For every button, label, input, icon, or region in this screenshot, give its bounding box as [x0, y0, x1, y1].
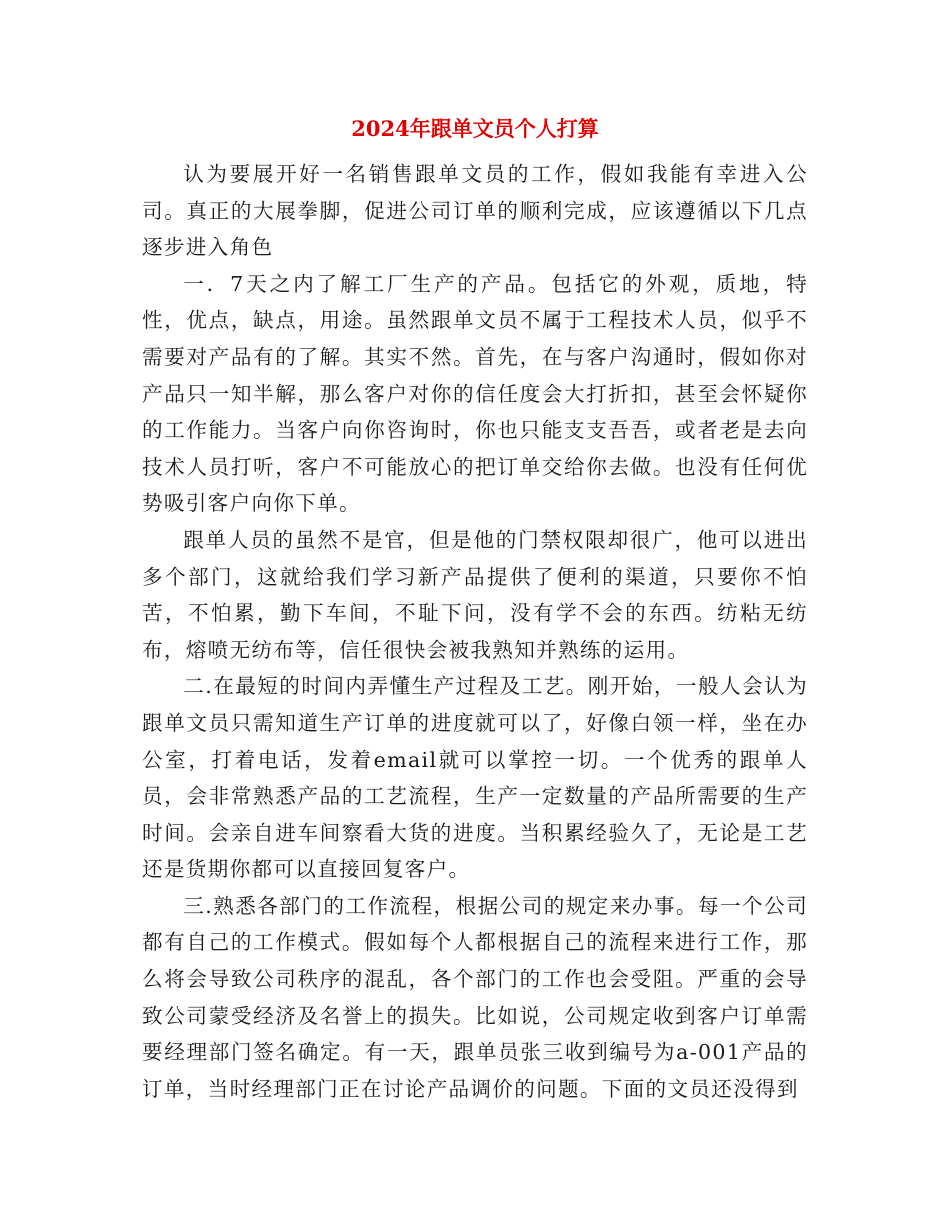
paragraph-point-three: 三.熟悉各部门的工作流程，根据公司的规定来办事。每一个公司都有自己的工作模式。假如每个人都根据自己的流程来进行工作，那么将会导致公司秩序的混乱，各个部门的工作也会受阻。严重的会导致公司蒙受经济及名誉上的损失。比如说，公司规定收到客户订单需要经理部门签名确定。有一天，跟单员张三收到编号为a-001产品的订单，当时经理部门正在讨论产品调价的问题。下面的文员还没得到: [142, 893, 808, 1101]
paragraph-point-two: 二.在最短的时间内弄懂生产过程及工艺。刚开始，一般人会认为跟单文员只需知道生产订单的进度就可以了，好像白领一样，坐在办公室，打着电话，发着email就可以掌控一切。一个优秀的跟单人员，会非常熟悉产品的工艺流程，生产一定数量的产品所需要的生产时间。会亲自进车间察看大货的进度。当积累经验久了，无论是工艺还是货期你都可以直接回复客户。: [142, 674, 808, 882]
paragraph-point-one: 一．7天之内了解工厂生产的产品。包括它的外观，质地，特性，优点，缺点，用途。虽然跟单文员不属于工程技术人员，似乎不需要对产品有的了解。其实不然。首先，在与客户沟通时，假如你对产品只一知半解，那么客户对你的信任度会大打折扣，甚至会怀疑你的工作能力。当客户向你咨询时，你也只能支支吾吾，或者老是去向技术人员打听，客户不可能放心的把订单交给你去做。也没有任何优势吸引客户向你下单。: [142, 271, 808, 516]
document-title: 2024年跟单文员个人打算: [351, 116, 599, 141]
document-body: [142, 156, 808, 1107]
paragraph-access: 跟单人员的虽然不是官，但是他的门禁权限却很广，他可以进出多个部门，这就给我们学习新产品提供了便利的渠道，只要你不怕苦，不怕累，勤下车间，不耻下问，没有学不会的东西。纺粘无纺布，熔喷无纺布等，信任很快会被我熟知并熟练的运用。: [142, 527, 808, 662]
paragraph-intro: 认为要展开好一名销售跟单文员的工作，假如我能有幸进入公司。真正的大展拳脚，促进公司订单的顺利完成，应该遵循以下几点逐步进入角色: [142, 162, 808, 260]
